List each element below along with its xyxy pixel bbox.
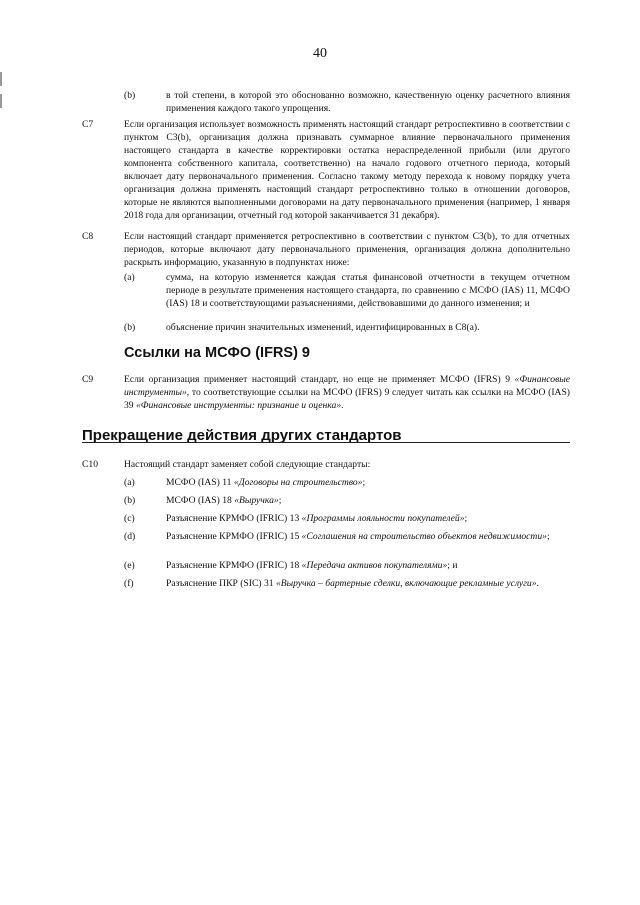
section-heading: Ссылки на МСФО (IFRS) 9 xyxy=(124,345,311,361)
item-text xyxy=(166,530,570,543)
item-text: сумма, на которую изменяется каждая статья финансовой отчетности в текущем отчетном периоде в результате применения настоящего стандарта, по сравнению с МСФО (IAS) 11, МСФО (IAS) 18 и соответствующими разъяснениями, действовавшими до данного изменения; и xyxy=(166,272,570,309)
page-number: 40 xyxy=(313,46,327,61)
text-run: МСФО (IAS) 18 xyxy=(166,495,235,506)
item-label: (b) xyxy=(124,495,136,506)
item-label: (e) xyxy=(124,560,135,571)
item-text: в той степени, в которой это обоснованно возможно, качественную оценку расчетного влияния применения каждого такого упрощения. xyxy=(166,90,570,114)
text-run: МСФО (IAS) 11 xyxy=(166,477,234,488)
item-label: (a) xyxy=(124,272,135,283)
item-label: (a) xyxy=(124,477,135,488)
item-text xyxy=(166,512,570,525)
text-run: Разъяснение КРМФО (IFRIC) 18 xyxy=(166,560,302,571)
text-run: , то соответствующие ссылки на МСФО (IFRS) 9 следует читать как ссылки на МСФО (IAS) 39 xyxy=(124,387,570,411)
text-run: Разъяснение ПКР (SIC) 31 xyxy=(166,578,276,589)
standard-title: «Финансовые инструменты» xyxy=(124,374,570,398)
standard-title: «Договоры на строительство» xyxy=(233,477,363,488)
paragraph-label: C8 xyxy=(82,231,94,242)
paragraph-c9 xyxy=(124,373,570,412)
standard-title: «Соглашения на строительство объектов недвижимости» xyxy=(301,531,547,542)
text-run: ; и xyxy=(447,560,458,571)
standard-title: «Выручка – бартерные сделки, включающие рекламные услуги» xyxy=(275,578,537,589)
paragraph-c8: Если настоящий стандарт применяется ретроспективно в соответствии с пунктом C3(b), то для отчетных периодов, которые включают дату первоначального применения, организация должна дополнительно раскрыть информацию, указанную в подпунктах ниже: xyxy=(124,231,570,268)
item-text xyxy=(166,476,570,489)
text-run: Если организация применяет настоящий стандарт, но еще не применяет МСФО (IFRS) 9 xyxy=(124,374,515,385)
item-label: (d) xyxy=(124,531,136,542)
text-run: ; xyxy=(546,531,550,542)
paragraph-c10: Настоящий стандарт заменяет собой следующие стандарты: xyxy=(124,459,371,470)
text-run: . xyxy=(536,578,539,589)
item-text: объяснение причин значительных изменений, идентифицированных в C8(a). xyxy=(166,322,480,333)
paragraph-label: C9 xyxy=(82,374,94,385)
section-heading: Прекращение действия других стандартов xyxy=(82,427,402,444)
item-label: (f) xyxy=(124,578,134,589)
text-run: ; xyxy=(362,477,366,488)
text-run: . xyxy=(341,400,344,411)
standard-title: «Финансовые инструменты: признание и оценка» xyxy=(136,400,342,411)
item-text xyxy=(166,577,570,590)
text-run: Разъяснение КРМФО (IFRIC) 13 xyxy=(166,513,302,524)
heading-underline xyxy=(82,442,570,443)
paragraph-c7: Если организация использует возможность применять настоящий стандарт ретроспективно в соответствии с пунктом C3(b), организация должна признавать суммарное влияние первоначального применения настоящего стандарта в качестве корректировки остатка нераспределенной прибыли (или другого компонента собственного капитала, соответственно) на начало годового отчетного периода, который включает дату первоначального применения. Согласно такому методу перехода к новому порядку учета организация должна применять настоящий стандарт ретроспективно только в отношении договоров, которые не являются выполненными договорами на дату первоначального применения (например, 1 января 2018 года для организации, отчетный год которой заканчивается 31 декабря). xyxy=(124,119,570,221)
scan-edge-mark xyxy=(0,94,2,108)
item-text xyxy=(166,494,570,507)
text-run: ; xyxy=(278,495,282,506)
item-text xyxy=(166,559,570,572)
item-label: (b) xyxy=(124,322,136,333)
paragraph-label: C10 xyxy=(82,459,98,470)
item-label: (c) xyxy=(124,513,135,524)
standard-title: «Передача активов покупателями» xyxy=(301,560,448,571)
scan-edge-mark xyxy=(0,72,2,86)
standard-title: «Программы лояльности покупателей» xyxy=(301,513,465,524)
text-run: Разъяснение КРМФО (IFRIC) 15 xyxy=(166,531,302,542)
paragraph-label: C7 xyxy=(82,119,94,130)
text-run: ; xyxy=(464,513,468,524)
item-label: (b) xyxy=(124,90,136,101)
standard-title: «Выручка» xyxy=(234,495,279,506)
